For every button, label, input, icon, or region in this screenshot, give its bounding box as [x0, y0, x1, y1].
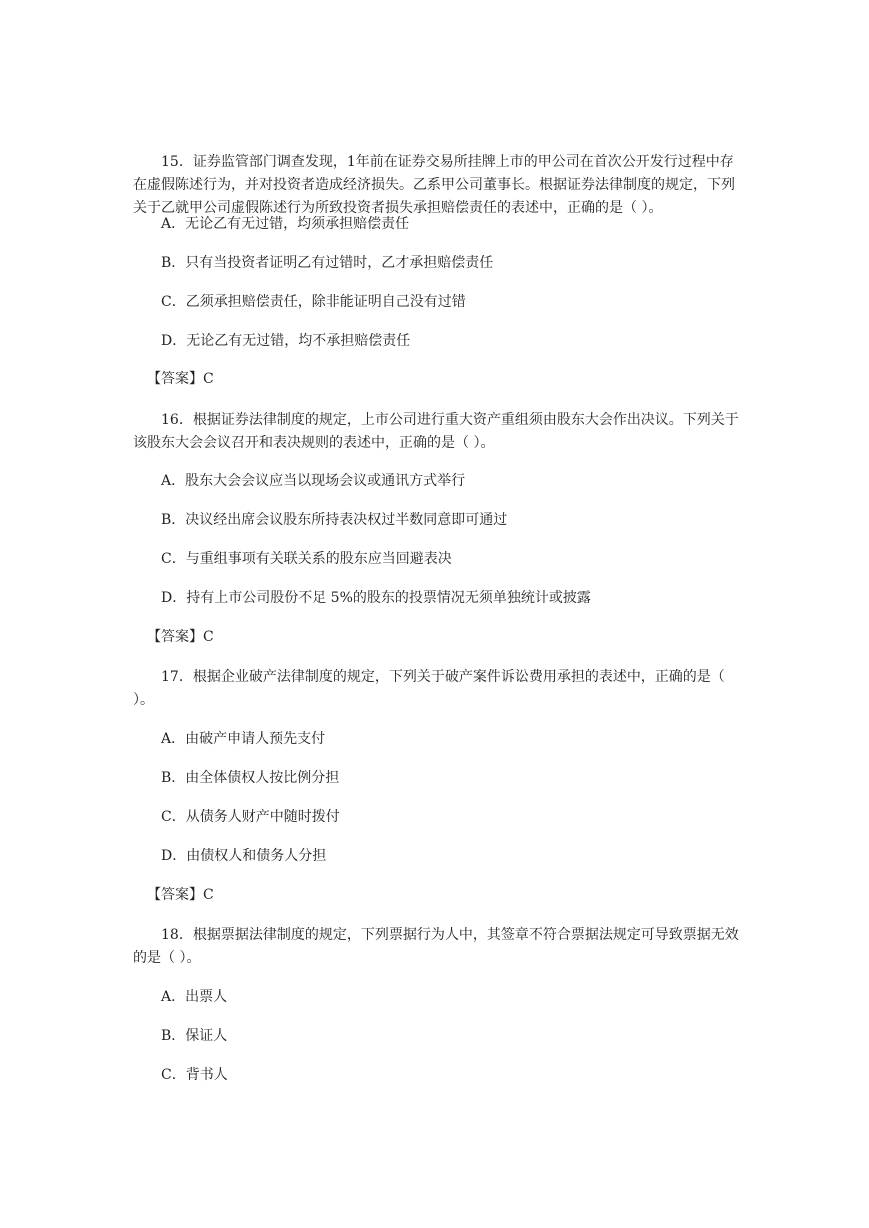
- question-15-option-b: B．只有当投资者证明乙有过错时，乙才承担赔偿责任: [161, 255, 494, 271]
- question-17-option-b: B．由全体债权人按比例分担: [161, 770, 340, 786]
- question-17-option-c: C．从债务人财产中随时拨付: [161, 809, 340, 825]
- question-17-option-d: D．由债权人和债务人分担: [161, 848, 327, 864]
- question-16-stem: 16．根据证券法律制度的规定，上市公司进行重大资产重组须由股东大会作出决议。下列关于该股东大会会议召开和表决规则的表述中，正确的是（ ）。: [133, 412, 739, 451]
- question-16-option-a: A．股东大会会议应当以现场会议或通讯方式举行: [161, 473, 466, 489]
- question-18-option-c: C．背书人: [161, 1067, 228, 1083]
- question-18-option-a: A．出票人: [161, 989, 228, 1005]
- question-15-answer: 【答案】C: [147, 371, 214, 387]
- question-18-option-b: B．保证人: [161, 1028, 228, 1044]
- question-15-option-c: C．乙须承担赔偿责任，除非能证明自己没有过错: [161, 294, 466, 310]
- question-17-answer: 【答案】C: [147, 887, 214, 903]
- question-16-option-b: B．决议经出席会议股东所持表决权过半数同意即可通过: [161, 512, 508, 528]
- question-16-option-d: D．持有上市公司股份不足 5%的股东的投票情况无须单独统计或披露: [161, 590, 591, 606]
- question-15-option-d: D．无论乙有无过错，均不承担赔偿责任: [161, 333, 411, 349]
- question-16-answer: 【答案】C: [147, 629, 214, 645]
- question-17-option-a: A．由破产申请人预先支付: [161, 731, 326, 747]
- question-16-option-c: C．与重组事项有关联关系的股东应当回避表决: [161, 551, 452, 567]
- question-15-stem: 15．证券监管部门调查发现，1年前在证券交易所挂牌上市的甲公司在首次公开发行过程中存在虚假陈述行为，并对投资者造成经济损失。乙系甲公司董事长。根据证券法律制度的规定，下列关于乙就甲公司虚假陈述行为所致投资者损失承担赔偿责任的表述中，正确的是（ ）。: [133, 154, 735, 216]
- question-18-stem: 18．根据票据法律制度的规定，下列票据行为人中，其签章不符合票据法规定可导致票据无效的是（ ）。: [133, 927, 739, 966]
- question-17-stem: 17．根据企业破产法律制度的规定，下列关于破产案件诉讼费用承担的表述中，正确的是（ ）。: [133, 669, 725, 708]
- question-15-option-a: A．无论乙有无过错，均须承担赔偿责任: [161, 216, 410, 232]
